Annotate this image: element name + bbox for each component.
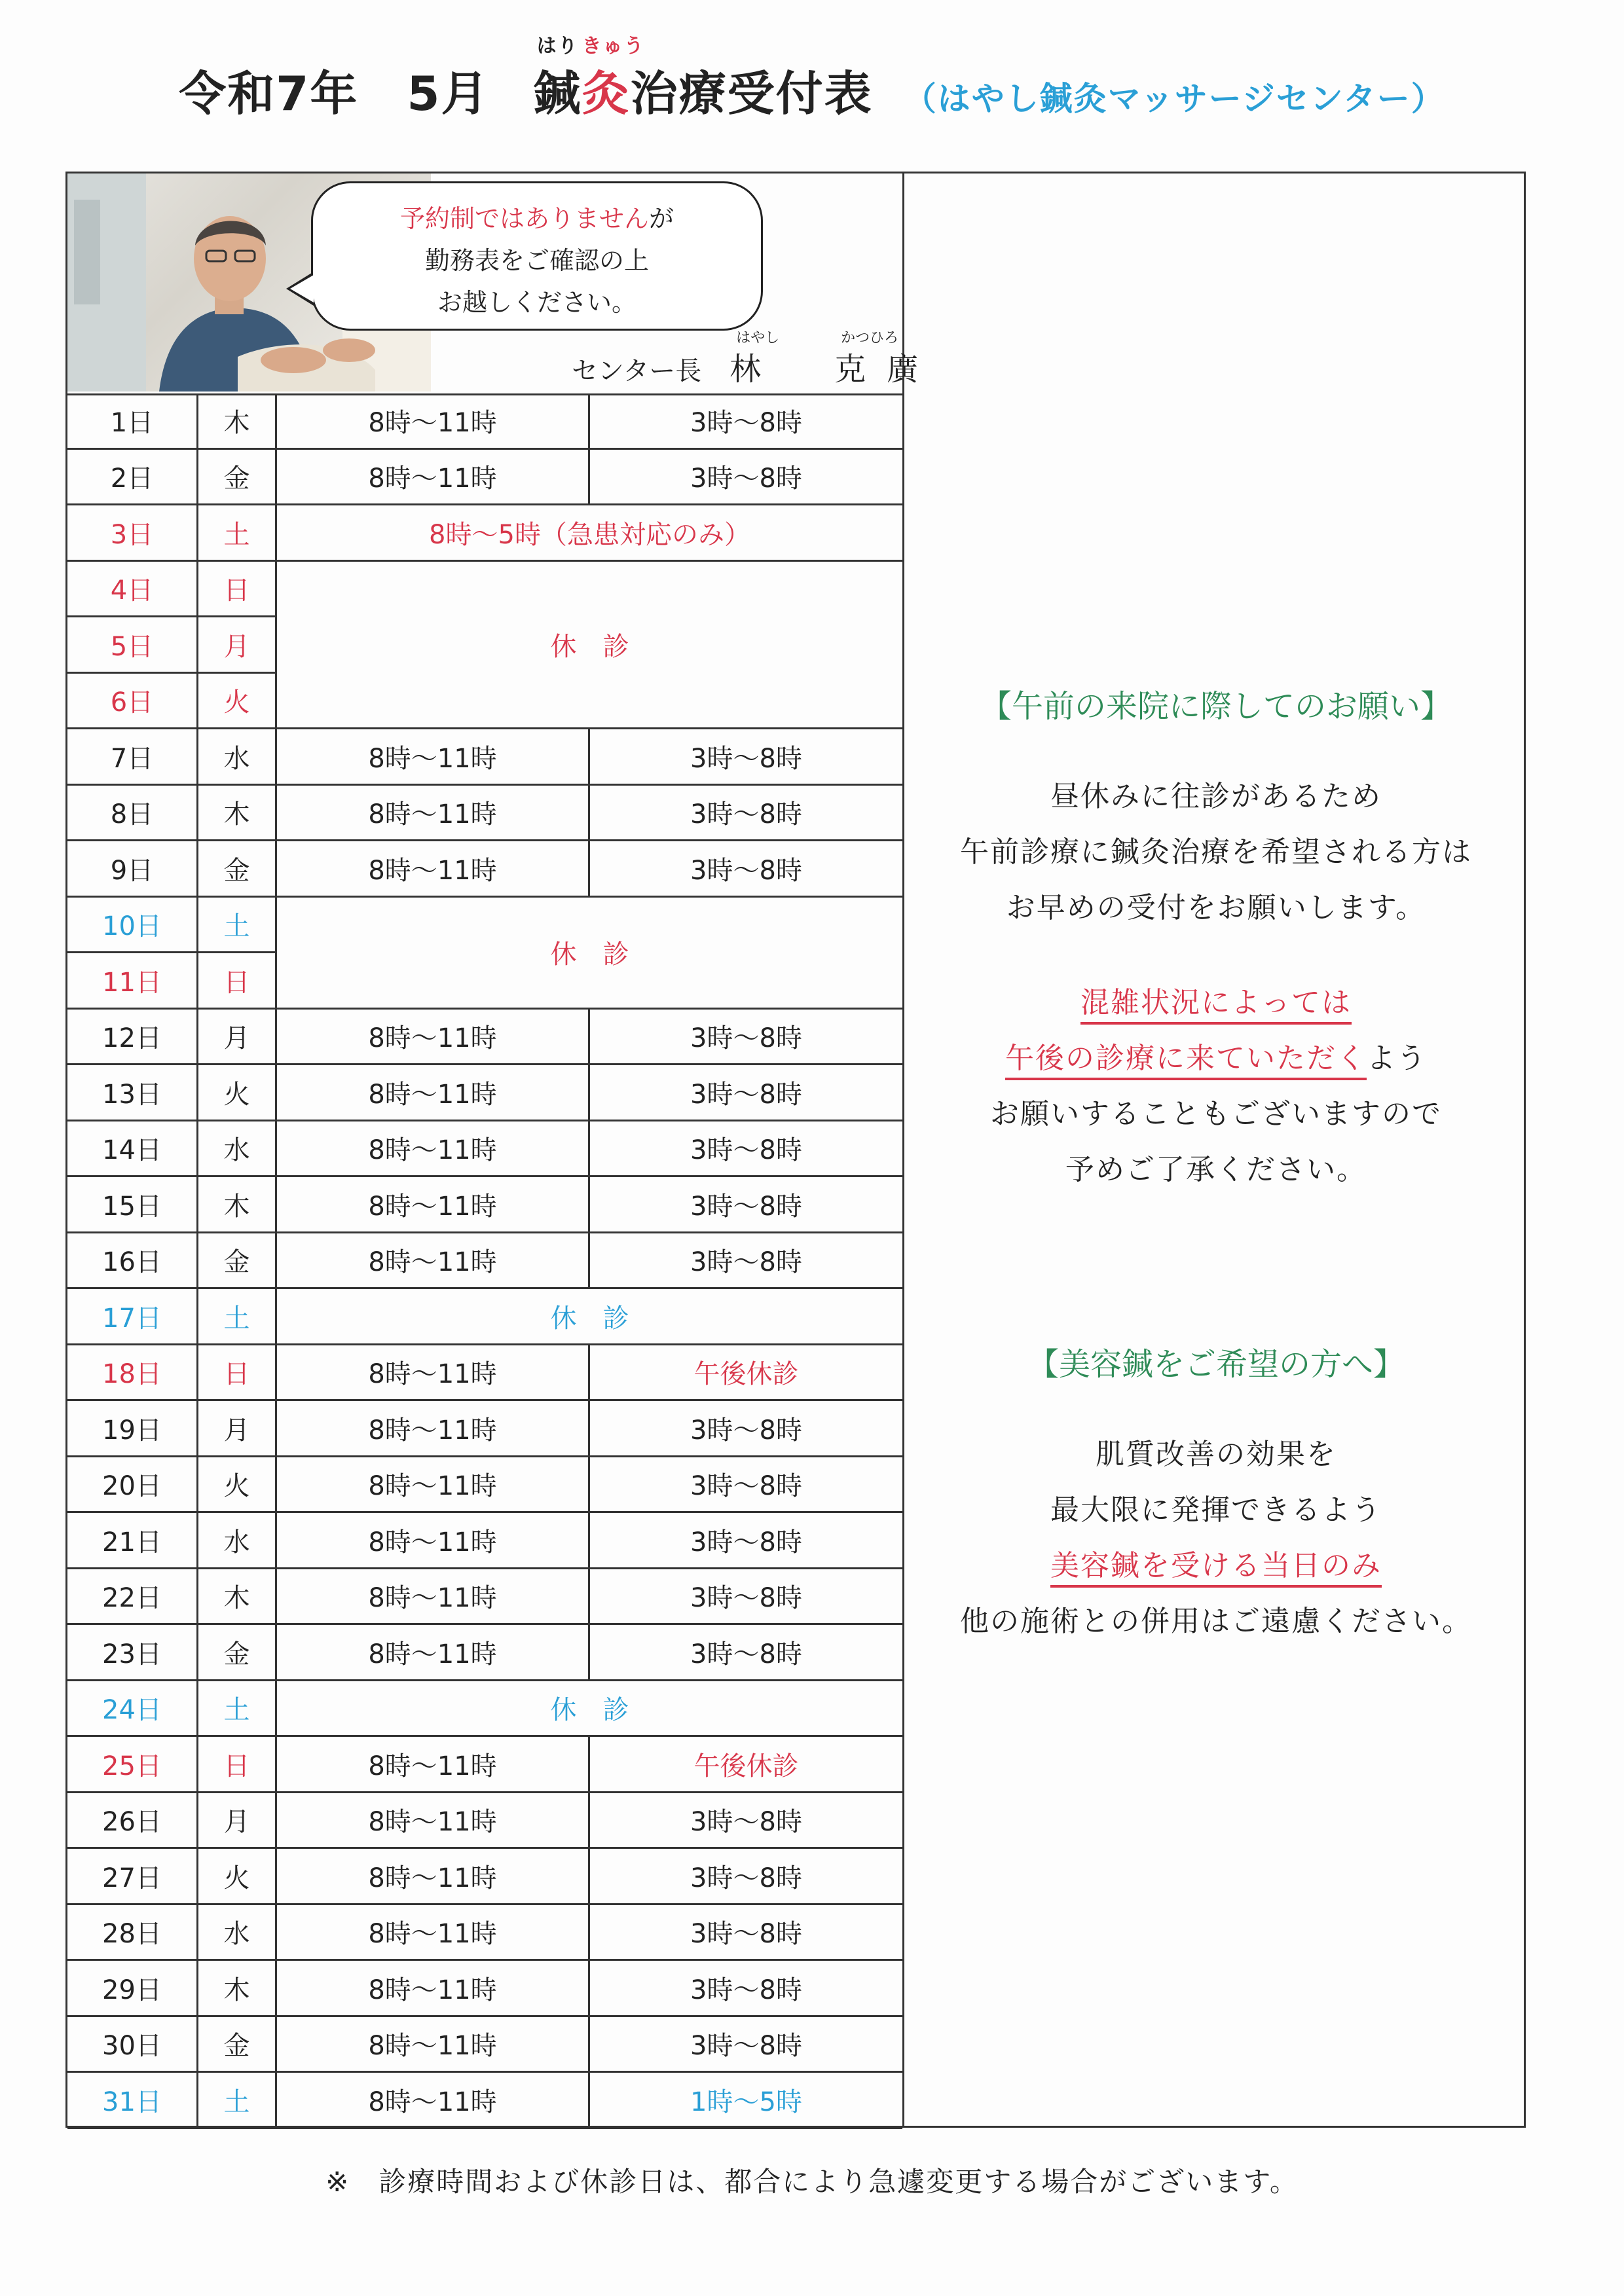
date-cell: 23日 <box>67 1625 198 1679</box>
morning-hours-cell: 8時～11時 <box>277 729 590 784</box>
weekday-cell: 水 <box>198 1121 277 1176</box>
weekday-cell: 日 <box>198 1345 277 1400</box>
date-cell: 30日 <box>67 2017 198 2071</box>
morning-hours-cell: 8時～11時 <box>277 786 590 840</box>
header-block <box>67 173 940 395</box>
date-cell: 3日 <box>67 505 198 560</box>
director-credit <box>572 330 940 389</box>
date-cell: 14日 <box>67 1121 198 1176</box>
morning-hours-cell: 8時～11時 <box>277 1513 590 1567</box>
morning-heading: 【午前の来院に際してのお願い】 <box>980 688 1452 725</box>
afternoon-hours-cell: 3時～8時 <box>690 1863 802 1893</box>
morning-line-3: お早めの受付をお願いします。 <box>1006 891 1426 924</box>
afternoon-hours-cell: 3時～8時 <box>690 1135 802 1166</box>
weekday-cell: 水 <box>198 1513 277 1567</box>
morning-hours-cell: 8時～11時 <box>277 2073 590 2127</box>
weekday-cell: 月 <box>198 1010 277 1064</box>
title-kanji-kyu: きゅう 灸 <box>582 56 631 124</box>
morning-hours-cell: 8時～11時 <box>277 1457 590 1512</box>
table-row <box>67 1401 902 1457</box>
schedule-sheet <box>65 172 1526 2128</box>
afternoon-hours-cell: 3時～8時 <box>690 1919 802 1950</box>
date-cell: 21日 <box>67 1513 198 1567</box>
weekday-cell: 土 <box>198 898 277 952</box>
director-label: センター長 <box>572 356 702 386</box>
table-row <box>67 1625 902 1681</box>
afternoon-hours-cell: 3時～8時 <box>690 1639 802 1669</box>
weekday-cell: 火 <box>198 1065 277 1120</box>
date-cell: 12日 <box>67 1010 198 1064</box>
afternoon-hours-cell: 3時～8時 <box>690 407 802 438</box>
morning-hours-cell: 8時～11時 <box>277 1010 590 1064</box>
morning-hours-cell: 8時～11時 <box>277 1401 590 1455</box>
weekday-cell: 木 <box>198 393 277 448</box>
title-rest: 治療受付表 <box>630 66 873 121</box>
table-row <box>67 1849 902 1905</box>
speech-bubble-tail-inner <box>290 275 314 302</box>
date-cell: 7日 <box>67 729 198 784</box>
table-row <box>67 1737 902 1793</box>
table-row <box>67 505 902 562</box>
date-cell: 31日 <box>67 2073 198 2127</box>
date-cell: 20日 <box>67 1457 198 1512</box>
crowd-line-3: お願いすることもございますので <box>990 1097 1442 1131</box>
date-cell: 17日 <box>67 1289 198 1343</box>
table-row <box>67 1065 902 1121</box>
weekday-cell: 金 <box>198 1233 277 1288</box>
full-day-cell: 休 診 <box>550 1695 629 1726</box>
date-cell: 29日 <box>67 1961 198 2015</box>
morning-hours-cell: 8時～11時 <box>277 393 590 448</box>
date-cell: 19日 <box>67 1401 198 1455</box>
weekday-cell: 火 <box>198 1849 277 1903</box>
afternoon-hours-cell: 午後休診 <box>693 1359 799 1390</box>
beauty-line-1: 肌質改善の効果を <box>1096 1438 1337 1471</box>
weekday-cell: 日 <box>198 562 277 616</box>
speech-bubble: 予約制ではありませんが 勤務表をご確認の上 お越しください。 <box>311 181 763 331</box>
table-row <box>67 1010 902 1066</box>
table-row <box>67 1793 902 1850</box>
table-row <box>67 1569 902 1626</box>
afternoon-hours-cell: 3時～8時 <box>690 1023 802 1054</box>
morning-hours-cell: 8時～11時 <box>277 450 590 504</box>
morning-hours-cell: 8時～11時 <box>277 1625 590 1679</box>
title-subtitle: （はやし鍼灸マッサージセンター） <box>903 80 1445 118</box>
afternoon-hours-cell: 午後休診 <box>693 1751 799 1781</box>
weekday-cell: 日 <box>198 1737 277 1791</box>
weekday-cell: 水 <box>198 729 277 784</box>
director-name: 林 克廣 <box>729 351 940 388</box>
weekday-cell: 月 <box>198 1793 277 1848</box>
weekday-cell: 金 <box>198 2017 277 2071</box>
afternoon-hours-cell: 1時～5時 <box>690 2086 802 2117</box>
morning-line-1: 昼休みに往診があるため <box>1050 780 1382 813</box>
table-row <box>67 729 902 786</box>
full-day-cell: 休 診 <box>550 1303 629 1334</box>
afternoon-hours-cell: 3時～8時 <box>690 743 802 774</box>
afternoon-hours-cell: 3時～8時 <box>690 464 802 494</box>
table-row <box>67 1513 902 1569</box>
table-row <box>67 1177 902 1233</box>
title-kanji-hari: はり 鍼 <box>534 56 582 124</box>
beauty-line-3: 美容鍼を受ける当日のみ <box>904 1542 1528 1584</box>
date-cell: 11日 <box>67 953 198 1008</box>
weekday-cell: 土 <box>198 2073 277 2127</box>
afternoon-hours-cell: 3時～8時 <box>690 1471 802 1502</box>
date-cell: 1日 <box>67 393 198 448</box>
weekday-cell: 土 <box>198 1289 277 1343</box>
afternoon-hours-cell: 3時～8時 <box>690 855 802 886</box>
full-day-cell: 8時～5時（急患対応のみ） <box>429 519 750 550</box>
morning-hours-cell: 8時～11時 <box>277 1849 590 1903</box>
morning-hours-cell: 8時～11時 <box>277 1121 590 1176</box>
date-cell: 16日 <box>67 1233 198 1288</box>
table-row <box>67 2073 902 2129</box>
morning-hours-cell: 8時～11時 <box>277 1345 590 1400</box>
table-row <box>67 1457 902 1514</box>
weekday-cell: 水 <box>198 1905 277 1959</box>
weekday-cell: 火 <box>198 1457 277 1512</box>
crowd-line-4: 予めご了承ください。 <box>1065 1153 1367 1186</box>
date-cell: 10日 <box>67 898 198 952</box>
weekday-cell: 木 <box>198 1177 277 1231</box>
weekday-cell: 月 <box>198 1401 277 1455</box>
table-row <box>67 393 902 450</box>
afternoon-hours-cell: 3時～8時 <box>690 2031 802 2062</box>
afternoon-hours-cell: 3時～8時 <box>690 1191 802 1222</box>
closed-block: 休 診 <box>277 898 902 1008</box>
weekday-cell: 木 <box>198 786 277 840</box>
weekday-cell: 金 <box>198 841 277 896</box>
morning-hours-cell: 8時～11時 <box>277 2017 590 2071</box>
table-row <box>67 2017 902 2073</box>
date-cell: 24日 <box>67 1681 198 1736</box>
date-cell: 22日 <box>67 1569 198 1624</box>
closed-block: 休 診 <box>277 562 902 728</box>
table-row <box>67 786 902 842</box>
date-cell: 27日 <box>67 1849 198 1903</box>
director-furigana-2: かつひろ <box>841 330 899 346</box>
table-row <box>67 450 902 506</box>
footer-note: ※ 診療時間および休診日は、都合により急遽変更する場合がございます。 <box>325 2166 1299 2198</box>
afternoon-hours-cell: 3時～8時 <box>690 1247 802 1278</box>
date-cell: 15日 <box>67 1177 198 1231</box>
morning-hours-cell: 8時～11時 <box>277 1177 590 1231</box>
weekday-cell: 木 <box>198 1961 277 2015</box>
weekday-cell: 土 <box>198 1681 277 1736</box>
table-row <box>67 1961 902 2017</box>
date-cell: 4日 <box>67 562 198 616</box>
table-row <box>67 1681 902 1738</box>
afternoon-hours-cell: 3時～8時 <box>690 1583 802 1614</box>
crowd-line-2: 午後の診療に来ていただくよう <box>904 1034 1528 1076</box>
director-furigana-1: はやし <box>736 330 780 346</box>
afternoon-hours-cell: 3時～8時 <box>690 1975 802 2005</box>
date-cell: 8日 <box>67 786 198 840</box>
morning-hours-cell: 8時～11時 <box>277 1569 590 1624</box>
afternoon-hours-cell: 3時～8時 <box>690 1807 802 1838</box>
date-cell: 28日 <box>67 1905 198 1959</box>
weekday-cell: 木 <box>198 1569 277 1624</box>
beauty-line-2: 最大限に発揮できるよう <box>1050 1493 1382 1527</box>
beauty-heading: 【美容鍼をご希望の方へ】 <box>1027 1346 1405 1383</box>
weekday-cell: 金 <box>198 1625 277 1679</box>
date-cell: 2日 <box>67 450 198 504</box>
table-row <box>67 1121 902 1178</box>
schedule-rows <box>67 393 902 2129</box>
morning-hours-cell: 8時～11時 <box>277 1737 590 1791</box>
ruby-hari: はり <box>536 35 579 58</box>
crowd-line-1: 混雑状況によっては <box>904 979 1528 1021</box>
afternoon-hours-cell: 3時～8時 <box>690 1415 802 1446</box>
weekday-cell: 土 <box>198 505 277 560</box>
table-row <box>67 1233 902 1290</box>
weekday-cell: 日 <box>198 953 277 1008</box>
morning-hours-cell: 8時～11時 <box>277 1961 590 2015</box>
afternoon-hours-cell: 3時～8時 <box>690 799 802 830</box>
weekday-cell: 火 <box>198 674 277 728</box>
date-cell: 6日 <box>67 674 198 728</box>
afternoon-hours-cell: 3時～8時 <box>690 1079 802 1110</box>
morning-hours-cell: 8時～11時 <box>277 1905 590 1959</box>
date-cell: 25日 <box>67 1737 198 1791</box>
morning-hours-cell: 8時～11時 <box>277 841 590 896</box>
morning-line-2: 午前診療に鍼灸治療を希望される方は <box>960 835 1472 869</box>
morning-hours-cell: 8時～11時 <box>277 1233 590 1288</box>
page-title <box>0 35 1624 124</box>
weekday-cell: 金 <box>198 450 277 504</box>
date-cell: 26日 <box>67 1793 198 1848</box>
morning-hours-cell: 8時～11時 <box>277 1065 590 1120</box>
date-cell: 5日 <box>67 617 198 672</box>
date-cell: 18日 <box>67 1345 198 1400</box>
title-date: 令和7年 5月 <box>179 66 490 121</box>
date-cell: 9日 <box>67 841 198 896</box>
afternoon-hours-cell: 3時～8時 <box>690 1527 802 1558</box>
weekday-cell: 月 <box>198 617 277 672</box>
table-row <box>67 841 902 898</box>
date-cell: 13日 <box>67 1065 198 1120</box>
table-row <box>67 1345 902 1402</box>
ruby-kyu: きゅう <box>581 35 645 58</box>
morning-hours-cell: 8時～11時 <box>277 1793 590 1848</box>
table-row <box>67 1905 902 1961</box>
beauty-line-4: 他の施術との併用はご遠慮ください。 <box>960 1605 1472 1638</box>
table-row <box>67 1289 902 1345</box>
